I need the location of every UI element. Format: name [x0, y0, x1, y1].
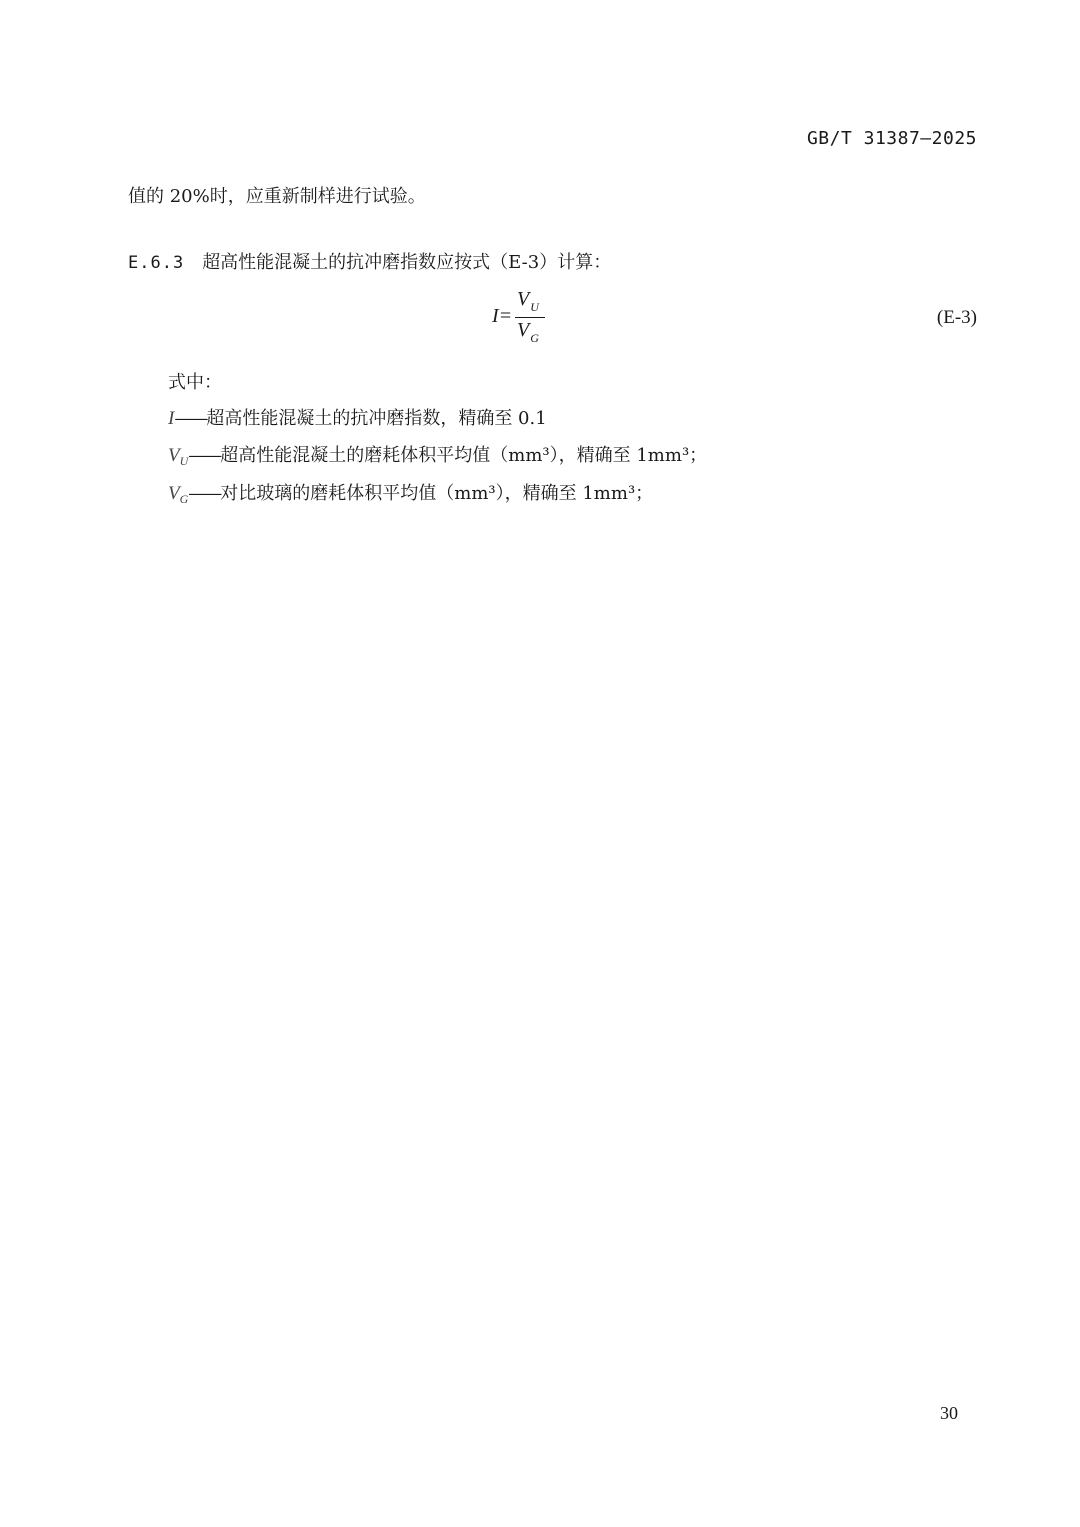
formula-denominator-subscript: G	[530, 331, 539, 345]
standard-number: GB/T 31387—2025	[806, 128, 977, 149]
fraction-bar	[515, 317, 545, 318]
equation-label: (E-3)	[936, 307, 977, 328]
definition-text: 超高性能混凝土的抗冲磨指数，精确至 0.1	[206, 408, 547, 429]
definition-dash: ——	[174, 408, 207, 429]
formula-fraction	[515, 288, 545, 348]
continuation-text: 值的 20%时，应重新制样进行试验。	[128, 186, 426, 207]
clause-e63	[128, 250, 611, 276]
where-label: 式中：	[168, 372, 222, 393]
clause-text: 超高性能混凝土的抗冲磨指数应按式（E-3）计算：	[202, 252, 612, 273]
page-number: 30	[940, 1403, 958, 1423]
formula-lhs: I=	[492, 305, 513, 327]
formula-denominator: $V_G$	[517, 319, 539, 345]
formula-e3	[492, 288, 552, 348]
definition-text: 超高性能混凝土的磨耗体积平均值（mm³），精确至 1mm³；	[220, 445, 708, 466]
definition-item	[168, 481, 653, 508]
definition-symbol: $V_G$	[168, 483, 189, 506]
definition-text: 对比玻璃的磨耗体积平均值（mm³），精确至 1mm³；	[220, 483, 654, 504]
formula-numerator: $V_U$	[517, 288, 539, 314]
definition-item	[168, 443, 707, 470]
clause-number: E.6.3	[128, 253, 185, 273]
formula-numerator-subscript: U	[530, 300, 539, 314]
definition-symbol: I	[168, 408, 175, 429]
definition-symbol: $V_U$	[168, 445, 189, 468]
definition-item	[168, 406, 547, 433]
definition-dash: ——	[188, 445, 221, 466]
definition-dash: ——	[188, 483, 221, 504]
